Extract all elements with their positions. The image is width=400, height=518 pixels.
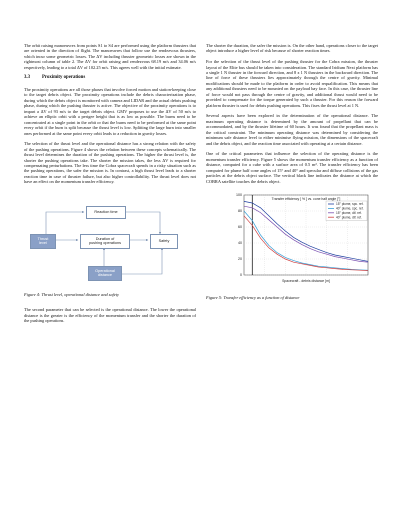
section-heading	[24, 75, 196, 80]
paragraph: The selection of the thrust level and the operational distance has a strong relation with the safety of the pushing operations. Figure 4 shows the relation between these concepts schematically. The thrust level determines the duration of the pushing operations. The higher the thrust level is, the shorter the pushing operations take. The shorter the mission takes, the less ΔV is required for compensating perturbations. The less time the Cobra spacecraft spends in a risky situation such as the pushing operations, the safer the mission is. In contrast, a high thrust level leads to a shorter reaction time in case of thruster failure, but also higher controllability. The thrust level does not have an effect on the momentum transfer efficiency.	[24, 141, 196, 185]
legend-label: 40° plume, dif. ref.	[336, 215, 362, 220]
safety-box	[150, 234, 178, 249]
right-column	[206, 43, 378, 311]
duration-box	[80, 234, 130, 249]
figure-5-chart	[206, 189, 378, 289]
transfer-efficiency-chart	[206, 189, 378, 289]
y-tick-label: 80	[238, 209, 242, 214]
y-tick-label: 20	[238, 257, 242, 262]
chart-title: Transfer efficiency [ % ] vs. cone half angle [°]	[271, 197, 341, 202]
box-label: Duration of pushing operations	[88, 237, 122, 246]
x-axis-label: Spacecraft - debris distance [m]	[282, 279, 330, 284]
y-tick-label: 60	[238, 225, 242, 230]
legend-label: 15° plume, dif. ref.	[336, 211, 362, 216]
thrust-level-box	[30, 234, 56, 249]
operational-distance-box	[88, 266, 122, 281]
box-label: Thrust level	[37, 237, 49, 246]
y-tick-label: 0	[240, 273, 242, 278]
box-label: Safety	[158, 239, 170, 244]
figure-4-caption: Figure 4: Thrust level, operational distance and safety	[24, 291, 119, 297]
box-label: Reaction time	[94, 210, 118, 215]
left-column	[24, 43, 196, 329]
paragraph: Several aspects have been explored in the determination of the operational distance. The maximum operating distance is determined by the amount of propellant that can be accommodated, and by the thruster lifetime of 60 hours. It was found that the propellant mass is the critical constraint. The minimum operating distance was determined by considering the minimum safe distance level to either minimise flying mission, the dimensions of the spacecraft and the debris object, and the reaction time associated with operating at a certain distance.	[206, 113, 378, 146]
legend-label: 15° plume, spc. ref.	[336, 202, 364, 207]
figure-5-caption: Figure 5: Transfer efficiency as a function of distance	[206, 295, 300, 301]
section-title: Proximity operations	[42, 75, 86, 81]
paragraph: The proximity operations are all those phases that involve forced motion and station-keeping close to the target debris object. The proximity operations include the debris characterization phase, during which the debris object is monitored with camera and LIDAR and the actual debris pushing phase, during which the pushing thruster is active. The objective of the proximity operations is to impart a ΔV of 93 m/s to the target debris object. GMV proposes to use the ΔV of 50 m/s to achieve an elliptic orbit with a perigee height that is as low as possible. The burns need to be concentrated at a single point in the orbit or that the burns need to be performed at the same point every orbit if the burn is split because the thrust level is low. Splitting the large burn into smaller ones performed at the same point every orbit leads to a reduction in gravity losses.	[24, 86, 196, 136]
y-tick-label: 40	[238, 241, 242, 246]
legend-label: 40° plume, spc. ref.	[336, 206, 364, 211]
paragraph: The shorter the duration, the safer the mission is. On the other hand, operations closer to the target object introduce a higher level of risk because of shorter reaction times.	[206, 43, 378, 54]
paragraph: For the selection of the thrust level of the pushing thruster for the Cobra mission, the thruster layout of the Elite bus should be taken into consideration. The standard Iridium Next platform has a single 1 N thruster in the forward direction, and 8 x 1 N thrusters in the backward direction. The line of force of these thrusters lies approximately through the centre of gravity. Minimal modifications should be made to the platform in order to avoid requalification. This means that any additional thrusters need to be mounted on the payload bay face. In this case, the thruster line of force would not pass through the centre of gravity, and additional thrust would need to be provided to compensate for the torque generated by such a thruster. For this reason the forward platform thruster is used for debris pushing operations. This fixes the thrust level at 1 N.	[206, 59, 378, 108]
paragraph: The orbit raising manoeuvres from points S1 to S4 are performed using the platform thrusters that are oriented in the direction of flight. The manoeuvres that follow use the rendezvous thrusters, which incur some geometric losses. The ΔV including thruster geometric losses are shown in the rightmost column of table 2. The ΔV for orbit raising and rendezvous 68.19 m/s and 34.06 m/s respectively, leading to a total ΔV of 102.25 m/s. This agrees well with the initial estimate.	[24, 43, 196, 70]
figure-4-diagram	[24, 190, 196, 286]
reaction-time-box	[86, 206, 126, 219]
paragraph: The second parameter that can be selected is the operational distance. The lower the operational distance is the greater is the efficiency of the momentum transfer and the shorter the duration of the pushing operations.	[24, 307, 196, 324]
y-tick-label: 100	[236, 193, 242, 198]
section-number: 3.3	[24, 75, 30, 81]
paragraph: One of the critical parameters that influence the selection of the operating distance is the momentum transfer efficiency. Figure 5 shows the momentum transfer efficiency as a function of distance, computed for a cube with a surface area of 0.5 m². The transfer efficiency has been computed for plume half cone angles of 15° and 40° and specular and diffuse collisions of the gas particles at the debris object surface. The vertical black line indicates the distance at which the COBRA satellite touches the debris object.	[206, 151, 378, 184]
box-label: Operational distance	[95, 269, 115, 278]
